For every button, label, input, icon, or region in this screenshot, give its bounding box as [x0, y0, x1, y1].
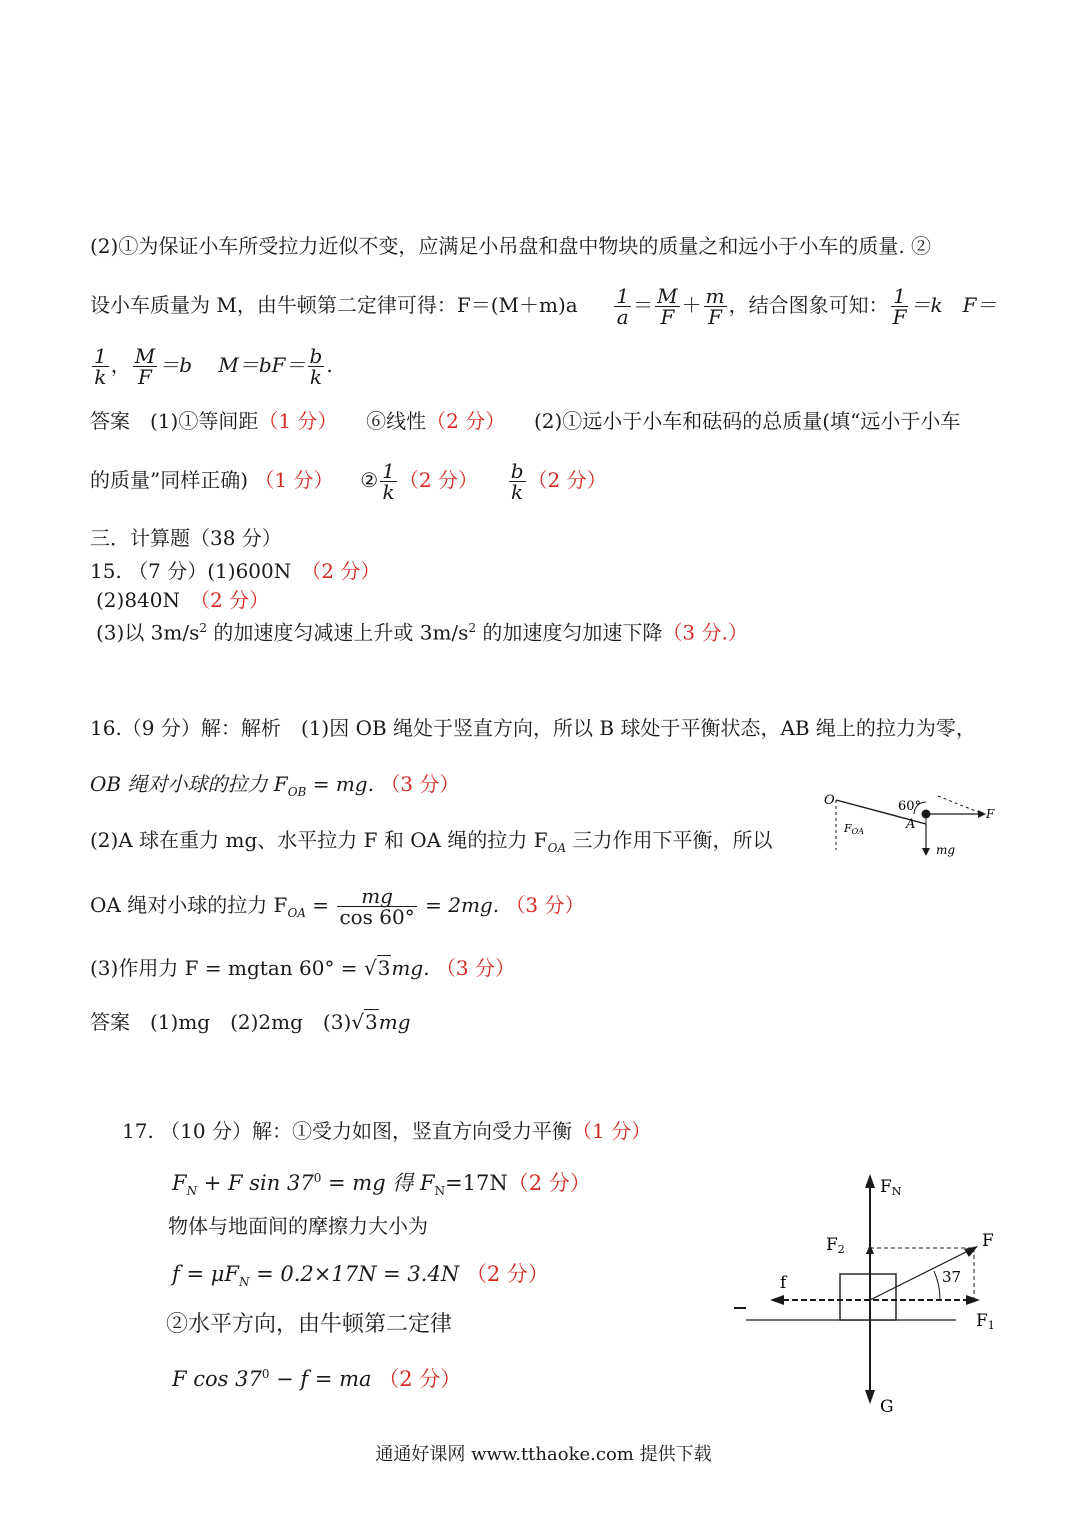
frac-1-over-F: $\frac{1}{F}$: [892, 284, 907, 329]
p2-line2: 设小车质量为 M，由牛顿第二定律可得：F＝(M＋m)a $\frac{1}{a}$ ＝ $\frac{M}{F}$ ＋ $\frac{m}{F}$ ，结合图象可知： $\frac{1}{F}$ ＝k F＝: [90, 284, 997, 329]
label-angle: 37: [942, 1268, 962, 1286]
score: （1 分）: [258, 409, 338, 433]
answer-text-e: ②: [360, 468, 379, 492]
q16-line1: 16.（9 分）解：解析 (1)因 OB 绳处于竖直方向，所以 B 球处于平衡状态，AB 绳上的拉力为零，: [90, 716, 976, 740]
q16-force-diagram: [818, 790, 1008, 870]
q15-line3: (3)以 $3m/s^2$ 的加速度匀减速上升或 $3m/s^2$ 的加速度匀加速下降（3 分.）: [96, 620, 748, 645]
label-f: F: [986, 807, 995, 821]
score: （2 分）: [465, 1262, 549, 1286]
answer-text-d: 的质量”同样正确): [90, 468, 249, 492]
g-arrow-head: [865, 1390, 875, 1404]
score: （2 分）: [301, 559, 381, 583]
label-fn: FN: [880, 1177, 902, 1198]
frac-1-over-k: $\frac{1}{k}$: [94, 344, 107, 389]
q17-line1: 17. （10 分）解：①受力如图，竖直方向受力平衡（1 分）: [122, 1119, 652, 1143]
f-arrow-head: [978, 810, 986, 818]
block: [840, 1274, 896, 1320]
label-g: G: [880, 1397, 894, 1417]
q17-force-diagram: [728, 1160, 1018, 1420]
label-foa: FOA: [844, 822, 864, 836]
score: （1 分）: [571, 1119, 652, 1143]
score: （2 分）: [426, 409, 506, 433]
fn-arrow-head: [865, 1174, 875, 1188]
frac-m-over-F: $\frac{m}{F}$: [705, 284, 725, 329]
q17-line4: $f = \mu F_N = 0.2\times 17N = 3.4N$ （2 分）: [172, 1262, 549, 1290]
p2-line3: $\frac{1}{k}$ ， $\frac{M}{F}$ ＝b M＝bF＝ $\frac{b}{k}$ .: [94, 344, 333, 389]
section-heading: 三．计算题（38 分）: [90, 526, 282, 550]
score: （2 分）: [378, 1367, 462, 1391]
label-f1: F1: [976, 1311, 995, 1332]
q16-answer: 答案 (1)mg (2)2mg (3)√3mg: [90, 1010, 411, 1034]
label-o: O: [824, 793, 835, 808]
frac-M-over-F: $\frac{M}{F}$: [657, 284, 678, 329]
p2-line2-text: 设小车质量为 M，由牛顿第二定律可得：F＝(M＋m)a: [90, 293, 578, 317]
footer-credit: 通通好课网 www.tthaoke.com 提供下载: [375, 1444, 712, 1465]
label-a: A: [906, 817, 916, 832]
label-mg: mg: [936, 843, 956, 857]
label-angle: 60°: [898, 799, 922, 814]
frac-mg-over-cos60: $\frac{mg}{\cos 60^\circ}$: [339, 884, 415, 929]
answer-line1: [90, 407, 960, 435]
label-friction: f: [780, 1273, 787, 1293]
frac-1-over-k-ans: $\frac{1}{k}$: [382, 459, 395, 504]
ball-a: [922, 810, 931, 819]
score: （2 分）: [507, 1171, 591, 1195]
q16-line4: OA 绳对小球的拉力 $F_{OA}$ = $\frac{mg}{\cos 60^\circ}$ = 2mg. （3 分）: [90, 884, 585, 929]
score: （3 分.）: [662, 620, 748, 645]
q17-line6: F $\cos 37^0 - f$ = ma （2 分）: [172, 1367, 462, 1391]
f1-arrow-head: [966, 1295, 980, 1305]
f-friction-arrow-head: [770, 1295, 784, 1305]
score: （3 分）: [380, 772, 460, 796]
frac-M-over-F-2: $\frac{M}{F}$: [134, 344, 156, 389]
answer-line2: [90, 461, 607, 502]
q16-line3: (2)A 球在重力 mg、水平拉力 F 和 OA 绳的拉力 $F_{OA}$ 三力作用下平衡，所以: [90, 828, 773, 855]
frac-1-over-a: $\frac{1}{a}$: [616, 284, 630, 329]
score: （3 分）: [505, 893, 585, 917]
f-applied-arrow-head: [964, 1246, 978, 1257]
label-f2: F2: [826, 1235, 845, 1256]
q16-line2: OB 绳对小球的拉力 $F_{OB}$ = mg. （3 分）: [90, 772, 460, 799]
score: （1 分）: [254, 468, 334, 492]
f2-arrow-head: [866, 1244, 874, 1254]
answer-text-c: (2)①远小于小车和砝码的总质量(填“远小于小车: [533, 409, 961, 433]
frac-b-over-k: $\frac{b}{k}$: [309, 344, 323, 389]
q17-line2: $F_N + F$ $\sin 37^0$ = mg 得 $F_N=17N(2$ 分）: [172, 1171, 591, 1199]
label-f: F: [982, 1231, 994, 1251]
q15-line1: 15. （7 分）(1)600N （2 分）: [90, 559, 381, 583]
q15-line2: (2)840N （2 分）: [96, 588, 270, 612]
score: （2 分）: [398, 468, 478, 492]
q17-line5: ②水平方向，由牛顿第二定律: [166, 1312, 453, 1337]
answer-text-b: ⑥线性: [366, 409, 427, 433]
angle-arc: [934, 1271, 940, 1300]
score: （3 分）: [435, 956, 515, 980]
score: （2 分）: [527, 468, 607, 492]
p2-line1: (2)①为保证小车所受拉力近似不变，应满足小吊盘和盘中物块的质量之和远小于小车的质量. ②: [90, 234, 932, 258]
q17-line3: 物体与地面间的摩擦力大小为: [168, 1214, 428, 1238]
answer-text-a: 答案 (1)①等间距: [90, 409, 259, 433]
q16-line5: (3)作用力 F = mgtan 60° = √3mg. （3 分）: [90, 956, 515, 980]
frac-b-over-k-ans: $\frac{b}{k}$: [510, 459, 524, 504]
score: （2 分）: [190, 588, 270, 612]
